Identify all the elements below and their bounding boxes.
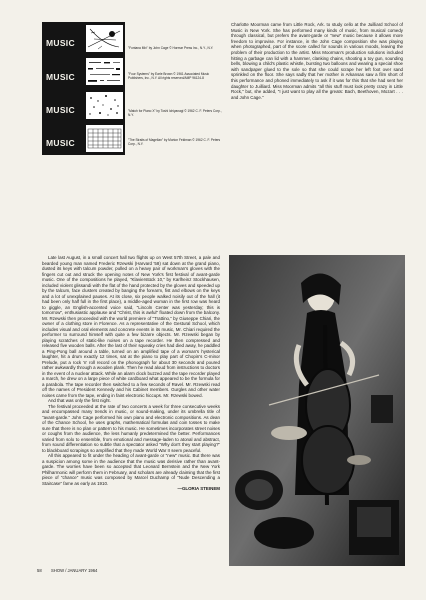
score-image-fontana-mix [86,25,123,52]
music-label-2: MUSIC [46,72,75,82]
music-label-1: MUSIC [46,38,75,48]
music-graphic-block [42,22,125,155]
score-caption-1: "Fontana Mix" by John Cage © Hormar Press Inc., N.Y., N.Y. [128,46,214,50]
byline: —GLORIA STEINEM [177,486,220,491]
score-caption-2: "Four Systems" by Earle Brown © 1961 Associated Music Publishers, Inc., N.Y. All rights reserved/AMP 96124-8 [128,72,210,80]
score-caption-3: "Match for Piano X" by Toshi Ichiyanagi © 1962 C. F. Peters Corp., N.Y. [128,109,222,117]
score-image-straits-of-magellan [86,125,123,152]
article-paragraph-3: The festival proceeded at the rate of two concerts a week for three consecutive weeks and encompassed many trends in music, or sound-making, under its umbrella title of "avant-garde." John Cage performed his own piano and electronic compositions. As dean of the Chance School, he uses graphs, mathematical formulas and coin tosses to make sure that there is no plan or pattern to his music. He sometimes incorporates street noises or coughs from the audience, the less humanly predetermined the better. Performances varied from solo to ensemble, from emotional and message-laden to atonal and abstract, from sound differentiation so subtle that a spectator asked "Why don't they start playing?" to blackboard scrapings so amplified that they made World War II seem peaceful. [42,403,220,453]
score-caption-4: "The Straits of Magellan" by Morton Feldman © 1962 C. F. Peters Corp., N.Y. [128,138,221,146]
article-body [42,255,220,565]
article-paragraph-1: Late last August, in a small concert hall two flights up on West 57th Street, a pale and bearded young man named Frederic Rzewski (Harvard '58) sat down at the grand piano, dusted its keys with talcum powder, pulled on a heavy pair of workman's gloves with the fingers cut out and struck the opening notes of New York's first festival of avant-garde music. One of the compositions he played, "Klavierstück 10," by Karlheinz Stockhausen, included violent glissandi with the flat of the hand protected by the gloves and speeded up by the talcum, face clusters created by banging the forearm, fist and elbows on the keys and a lot of unexplained pauses. At its close, six people walked noisily out of the hall (it had been only half full in the first place), a middle-aged woman in the first row was heard to giggle, an English-accented voice said, "Lincoln Center was yesterday; this is tomorrow", enthusiastic applause and "Christ, this is awful" floated down from the balcony. Mr. Rzewski then proceeded with the world premiere of "Trattino," by Giuseppe Chiari, the owner of a clothing store in Florence. As a representative of the Gestural School, which includes visual and oral elements and concrete events in its music, Mr. Chiari required the performer to surround himself with quite a few bizarre objects. Mr. Rzewski began by playing scratches of static-like noises on a tape recorder. He then compressed and released five wooden balls. After the last of their squeaky cries had died away, he paddled a Ping-Pong ball around a table, turned on an amplified tape of a woman's hysterical laughter, hit a drum exactly 12 times, sat at the piano to play part of Chopin's C-minor Prelude, put a rock 'n' roll record on the phonograph for about 30 seconds and poured rather awkwardly through a wooden plank. Then he read aloud from instructions to doctors in the event of a nuclear attack. While an alarm clock buzzed and the tape recorder played a march, he drew on a large piece of white cardboard what appeared to be the formula for a parabola. The tape recorder then switched to a few seconds of Ravel. Mr. Rzewski read off the names of President Kennedy and his Cabinet members. Gurgles and other water noises came from the tape, ending in faint electronic hiccups. Mr. Rzewski bowed. [42,255,220,398]
score-image-music-for-piano [86,92,123,119]
issue-label: SHOW / JANUARY 1964 [51,568,98,573]
score-image-four-systems [86,58,123,85]
cellist-photo [229,255,405,566]
article-paragraph-4: All this appeared to fit under the heading of avant-garde or "new" music. But there was a suspicion among some in the audience that the music was derisive rather than avant-garde. The worries have been so accepted that Leonard Bernstein and the New York Philharmonic will perform them in February, and scholars are already claiming that the first piece of "chance" music was composed by Marcel Duchamp of "Nude Descending a Staircase" fame as early as 1910. [42,453,220,486]
music-label-3: MUSIC [46,105,75,115]
music-label-4: MUSIC [46,138,75,148]
article-paragraph-2: And that was only the first night. [48,398,111,403]
page-number: 58 [37,568,42,573]
moorman-bio-text: Charlotte Moorman came from Little Rock, Ark. to study cello at the Juilliard School of Music in New York. She has performed many kinds of music, from musical comedy through classical, but prefers the avant-garde or "new" music because it allows more freedom to improvise. For instance, in the John Cage composition she was playing when photographed, part of the score called for sounds in various moods, leaving the problem of their production to the artist. Miss Moorman's production solutions included hitting a garbage can lid with a hammer, clanking chains, shooting a toy gun, sounding bells, blowing a child's plastic whistle, bursting two balloons and wearing a special shoe with sandpaper glued to the sole so that she could scrape her left foot over sand sprinkled on the floor. She says sadly that her mother in Arkansas saw a film short of this performance and phoned immediately to ask if it was for this that she had sent her daughter to Juilliard. Miss Moorman admits "all this stuff must look pretty crazy in Little Rock," but, she added, "I just want to play all the greats: Bach, Beethoven, Mozart . . . and John Cage." [231,22,403,100]
